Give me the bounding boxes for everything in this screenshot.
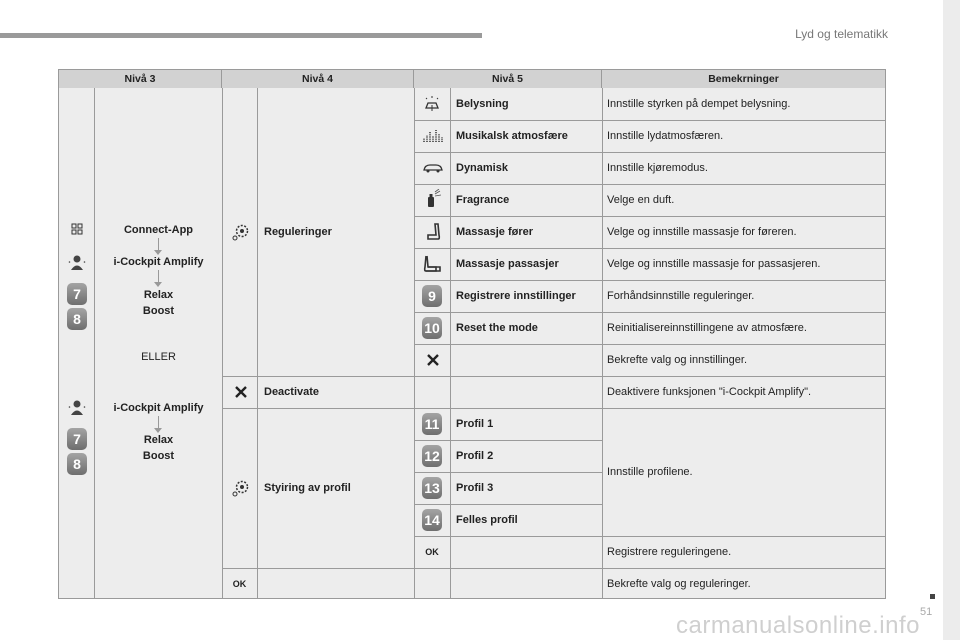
level5-label: Dynamisk bbox=[456, 162, 508, 174]
badge-12: 12 bbox=[422, 445, 442, 467]
badge-7: 7 bbox=[67, 428, 87, 450]
badge-8: 8 bbox=[67, 453, 87, 475]
ok-label: OK bbox=[232, 579, 247, 589]
header-level5: Nivå 5 bbox=[414, 70, 602, 88]
cross-icon bbox=[425, 352, 441, 368]
settings-gear-icon bbox=[231, 478, 251, 498]
level5-label: Belysning bbox=[456, 98, 509, 110]
badge-13: 13 bbox=[422, 477, 442, 499]
header-level4: Nivå 4 bbox=[222, 70, 414, 88]
header-bar bbox=[0, 33, 482, 38]
level5-label: Musikalsk atmosfære bbox=[456, 130, 568, 142]
header-remarks: Bemekrninger bbox=[602, 70, 885, 88]
car-icon bbox=[422, 158, 444, 178]
profile-label: Felles profil bbox=[456, 514, 518, 526]
fragrance-icon bbox=[422, 188, 444, 210]
relax-label: Relax bbox=[143, 434, 174, 446]
badge-10: 10 bbox=[422, 317, 442, 339]
seat-icon bbox=[422, 221, 444, 243]
remark-text: Forhåndsinnstille reguleringer. bbox=[607, 290, 755, 302]
ok-label: OK bbox=[425, 547, 439, 557]
profile-mgmt-label: Styiring av profil bbox=[264, 482, 351, 494]
flow-arrow-head bbox=[154, 282, 162, 287]
boost-label: Boost bbox=[142, 450, 175, 462]
seat-icon bbox=[422, 253, 444, 275]
level5-label: Massasje passasjer bbox=[456, 258, 559, 270]
row-divider bbox=[414, 440, 602, 441]
badge-7: 7 bbox=[67, 283, 87, 305]
col-divider bbox=[414, 88, 415, 598]
flow-arrow-head bbox=[154, 428, 162, 433]
watermark: carmanualsonline.info bbox=[676, 612, 920, 639]
row-divider bbox=[222, 568, 885, 569]
remark-text: Innstille styrken på dempet belysning. bbox=[607, 98, 791, 110]
equalizer-icon bbox=[422, 126, 444, 146]
header-level3: Nivå 3 bbox=[59, 70, 222, 88]
or-label: ELLER bbox=[141, 351, 176, 363]
remark-text: Bekrefte valg og reguleringer. bbox=[607, 578, 751, 590]
level5-label: Fragrance bbox=[456, 194, 510, 206]
deactivate-label: Deactivate bbox=[264, 386, 320, 398]
profile-label: Profil 3 bbox=[456, 482, 494, 494]
settings-label: Reguleringer bbox=[264, 226, 332, 238]
remark-text: Velge og innstille massasje for passasjeren. bbox=[607, 258, 821, 270]
col-divider bbox=[602, 88, 603, 598]
settings-gear-icon bbox=[231, 222, 251, 242]
flow-arrow-head bbox=[154, 250, 162, 255]
boost-label: Boost bbox=[142, 305, 175, 317]
remark-text: Innstille lydatmosfæren. bbox=[607, 130, 724, 142]
icockpit-label: i-Cockpit Amplify bbox=[113, 402, 204, 414]
col-divider bbox=[257, 88, 258, 598]
badge-11: 11 bbox=[422, 413, 442, 435]
remark-text: Velge og innstille massasje for føreren. bbox=[607, 226, 797, 238]
section-title: Lyd og telematikk bbox=[795, 27, 888, 41]
cross-icon bbox=[233, 384, 249, 400]
lighting-icon bbox=[422, 94, 442, 114]
badge-8: 8 bbox=[67, 308, 87, 330]
remark-text: Bekrefte valg og innstillinger. bbox=[607, 354, 748, 366]
badge-14: 14 bbox=[422, 509, 442, 531]
remark-text: Velge en duft. bbox=[607, 194, 675, 206]
page-number: 51 bbox=[920, 606, 933, 618]
remark-text: Registrere reguleringene. bbox=[607, 546, 732, 558]
level5-label: Reset the mode bbox=[456, 322, 538, 334]
settings-table bbox=[58, 69, 886, 599]
remark-text: Innstille profilene. bbox=[607, 466, 693, 478]
bullet-mark bbox=[930, 594, 935, 599]
profile-label: Profil 2 bbox=[456, 450, 494, 462]
row-divider bbox=[222, 408, 885, 409]
relax-label: Relax bbox=[143, 289, 174, 301]
person-icon bbox=[68, 254, 86, 272]
col-divider bbox=[222, 88, 223, 598]
remark-text: Innstille kjøremodus. bbox=[607, 162, 708, 174]
remark-text: Deaktivere funksjonen "i-Cockpit Amplify". bbox=[607, 386, 812, 398]
page-edge bbox=[943, 0, 960, 640]
row-divider bbox=[414, 472, 602, 473]
level5-label: Massasje fører bbox=[456, 226, 534, 238]
col-divider bbox=[94, 88, 95, 598]
badge-9: 9 bbox=[422, 285, 442, 307]
person-icon bbox=[68, 399, 86, 417]
level5-label: Registrere innstillinger bbox=[456, 290, 576, 302]
col-divider bbox=[450, 88, 451, 598]
connect-app-label: Connect-App bbox=[123, 224, 194, 236]
icockpit-label: i-Cockpit Amplify bbox=[113, 256, 204, 268]
remark-text: Reinitialisereinnstillingene av atmosfære. bbox=[607, 322, 807, 334]
apps-grid-icon bbox=[70, 222, 84, 236]
profile-label: Profil 1 bbox=[456, 418, 494, 430]
